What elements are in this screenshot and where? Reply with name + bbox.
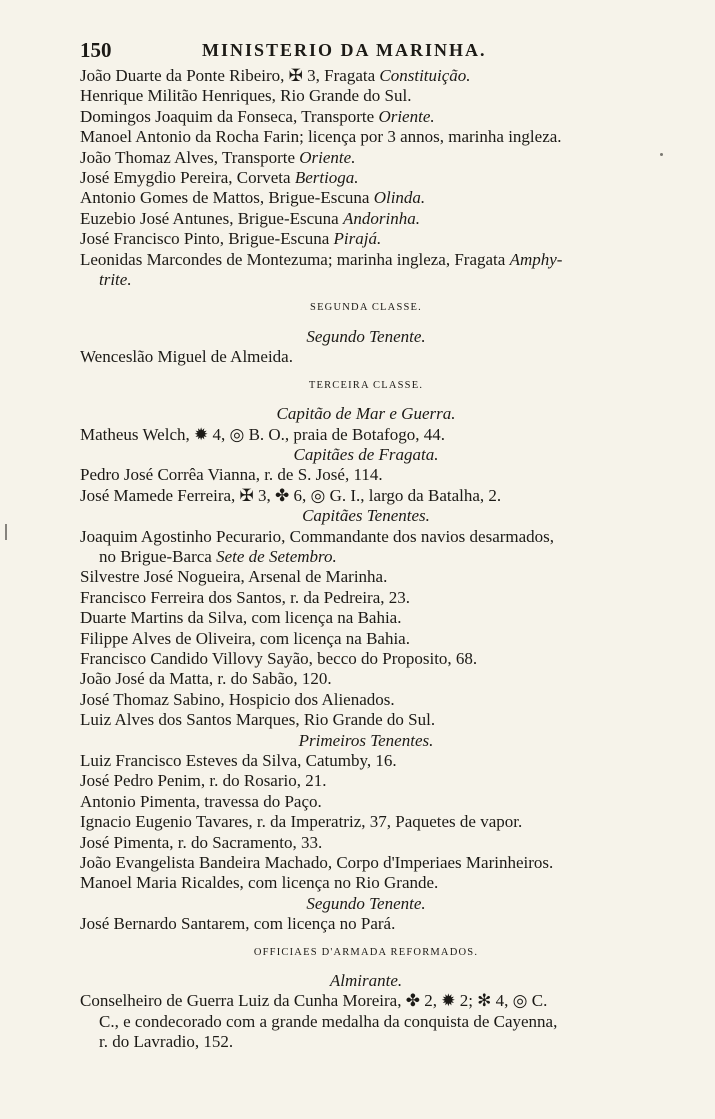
entry-text: TERCEIRA CLASSE. (308, 379, 424, 391)
entry-text: Duarte Martins da Silva, com licença na Bahia. (80, 608, 402, 628)
entry-line (80, 168, 652, 188)
entry-text: Capitães de Fragata. (293, 444, 439, 464)
entry-text: Francisco Candido Villovy Sayão, becco do Proposito, 68. (80, 648, 478, 668)
entry-line (80, 66, 652, 86)
rank-heading (80, 731, 652, 751)
vessel-name: Andorinha. (342, 208, 420, 228)
entry-text: José Mamede Ferreira, ✠ 3, ✤ 6, ◎ G. I., largo da Batalha, 2. (80, 485, 502, 505)
entry-text: João Duarte da Ponte Ribeiro, ✠ 3, Fragata (80, 66, 380, 85)
entry-text: OFFICIAES D'ARMADA REFORMADOS. (253, 946, 479, 958)
entry-line (80, 148, 652, 168)
entry-text: José Pedro Penim, r. do Rosario, 21. (80, 771, 327, 791)
entry-text: Almirante. (329, 971, 403, 991)
entry-text: José Emygdio Pereira, Corveta (80, 168, 295, 188)
entry-text: Euzebio José Antunes, Brigue-Escuna (80, 208, 343, 228)
entry-text: Domingos Joaquim da Fonseca, Transporte (80, 106, 379, 126)
entry-text: João Thomaz Alves, Transporte (80, 147, 300, 167)
entry-text: João Evangelista Bandeira Machado, Corpo d'Imperiaes Marinheiros. (80, 853, 554, 873)
entry-text: Silvestre José Nogueira, Arsenal de Marinha. (80, 567, 388, 587)
vessel-name: Constituição. (379, 66, 471, 85)
entry-text: Ignacio Eugenio Tavares, r. da Imperatriz, 37, Paquetes de vapor. (80, 812, 523, 832)
entry-text: José Pimenta, r. do Sacramento, 33. (80, 832, 323, 852)
vessel-name: Oriente. (299, 147, 356, 167)
entry-text: Matheus Welch, ✹ 4, ◎ B. O., praia de Botafogo, 44. (80, 424, 445, 444)
rank-heading (80, 327, 652, 347)
entry-text: João José da Matta, r. do Sabão, 120. (80, 669, 332, 689)
entry-line (80, 527, 652, 547)
entry-line (80, 229, 652, 249)
page-header (80, 38, 650, 62)
entry-text: Antonio Gomes de Mattos, Brigue-Escuna (80, 188, 374, 208)
entry-text: Antonio Pimenta, travessa do Paço. (80, 791, 322, 811)
entry-line (80, 710, 652, 730)
rank-heading (80, 506, 652, 526)
vessel-name: Amphy- (509, 249, 563, 269)
margin-mark (5, 524, 7, 540)
officer-list (80, 66, 652, 1053)
entry-text: Capitães Tenentes. (302, 506, 430, 526)
entry-text: no Brigue-Barca (99, 546, 217, 566)
entry-text: Henrique Militão Henriques, Rio Grande do Sul. (80, 86, 412, 106)
rank-heading (80, 445, 652, 465)
entry-text: r. do Lavradio, 152. (99, 1032, 234, 1052)
entry-line (80, 209, 652, 229)
entry-text: Segundo Tenente. (306, 326, 426, 346)
entry-line (80, 608, 652, 628)
entry-text: Filippe Alves de Oliveira, com licença na Bahia. (80, 628, 410, 648)
rank-heading (80, 894, 652, 914)
entry-line (80, 425, 652, 445)
entry-line (80, 751, 652, 771)
entry-text: Wenceslão Miguel de Almeida. (80, 347, 293, 367)
rank-heading (80, 404, 652, 424)
page-number: 150 (80, 38, 112, 62)
entry-line (80, 486, 652, 506)
entry-text: Leonidas Marcondes de Montezuma; marinha ingleza, Fragata (80, 249, 510, 269)
entry-line (80, 669, 652, 689)
entry-line (80, 188, 652, 208)
entry-text: Pedro José Corrêa Vianna, r. de S. José, 114. (80, 465, 383, 485)
class-heading (80, 943, 652, 963)
entry-text: Capitão de Mar e Guerra. (276, 404, 456, 424)
entry-text: SEGUNDA CLASSE. (310, 302, 422, 314)
vessel-name: Bertioga. (294, 168, 359, 188)
entry-text: Segundo Tenente. (306, 893, 426, 913)
entry-text: Francisco Ferreira dos Santos, r. da Pedreira, 23. (80, 587, 410, 607)
entry-line (80, 853, 652, 873)
vessel-name: trite. (99, 270, 132, 290)
entry-line (80, 690, 652, 710)
vessel-name: Pirajá. (333, 229, 382, 249)
entry-line (80, 250, 652, 270)
entry-continuation (80, 547, 652, 567)
entry-text: José Thomaz Sabino, Hospicio dos Alienados. (80, 689, 395, 709)
entry-line (80, 629, 652, 649)
entry-text: José Bernardo Santarem, com licença no Pará. (80, 914, 396, 934)
entry-line (80, 588, 652, 608)
entry-line (80, 991, 652, 1011)
entry-line (80, 914, 652, 934)
vessel-name: Olinda. (373, 188, 426, 208)
entry-line (80, 347, 652, 367)
entry-line (80, 127, 652, 147)
entry-text: José Francisco Pinto, Brigue-Escuna (80, 229, 334, 249)
entry-line (80, 86, 652, 106)
entry-line (80, 567, 652, 587)
entry-continuation (80, 1032, 652, 1052)
ink-dot (660, 153, 663, 156)
class-heading (80, 298, 652, 318)
entry-text: Joaquim Agostinho Pecurario, Commandante dos navios desarmados, (80, 526, 555, 546)
entry-text: Luiz Francisco Esteves da Silva, Catumby, 16. (80, 751, 397, 770)
entry-text: Conselheiro de Guerra Luiz da Cunha Moreira, ✤ 2, ✹ 2; ✻ 4, ◎ C. (80, 991, 548, 1011)
entry-continuation (80, 1012, 652, 1032)
entry-line (80, 873, 652, 893)
rank-heading (80, 971, 652, 991)
entry-line (80, 792, 652, 812)
entry-text: Luiz Alves dos Santos Marques, Rio Grande do Sul. (80, 710, 436, 730)
entry-line (80, 465, 652, 485)
entry-continuation (80, 270, 652, 290)
entry-line (80, 833, 652, 853)
class-heading (80, 376, 652, 396)
vessel-name: Oriente. (378, 106, 435, 126)
entry-text: Primeiros Tenentes. (298, 730, 434, 750)
entry-line (80, 812, 652, 832)
entry-line (80, 771, 652, 791)
vessel-name: Sete de Setembro. (216, 546, 337, 566)
entry-line (80, 107, 652, 127)
running-title: MINISTERIO DA MARINHA. (202, 40, 487, 60)
entry-text: Manoel Maria Ricaldes, com licença no Rio Grande. (80, 873, 439, 893)
entry-line (80, 649, 652, 669)
entry-text: Manoel Antonio da Rocha Farin; licença por 3 annos, marinha ingleza. (80, 127, 562, 147)
entry-text: C., e condecorado com a grande medalha da conquista de Cayenna, (99, 1011, 558, 1031)
